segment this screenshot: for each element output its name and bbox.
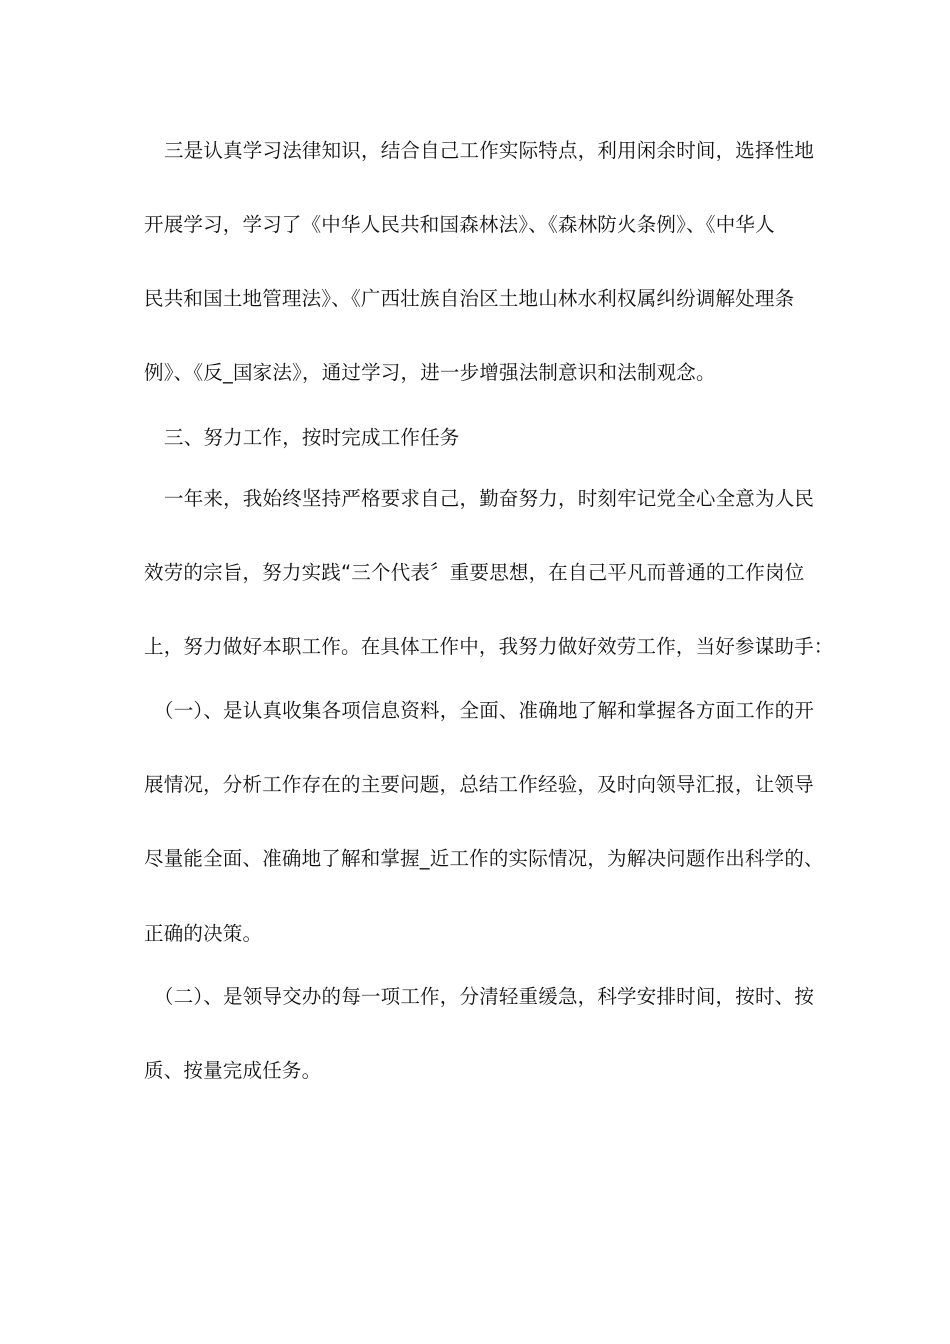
- item-2-line-1: （二）、是领导交办的每一项工作，分清轻重缓急，科学安排时间，按时、按: [154, 985, 815, 1008]
- paragraph-law-study-line-2: 开展学习，学习了《中华人民共和国森林法》、《森林防火条例》、《中华人: [144, 213, 775, 236]
- paragraph-year-summary-line-1: 一年来，我始终坚持严格要求自己，勤奋努力，时刻牢记党全心全意为人民: [164, 487, 815, 510]
- paragraph-year-summary-line-3: 上，努力做好本职工作。在具体工作中，我努力做好效劳工作，当好参谋助手：: [144, 635, 834, 658]
- paragraph-year-summary-line-2: 效劳的宗旨，努力实践“三个代表〞重要思想，在自己平凡而普通的工作岗位: [144, 561, 805, 584]
- paragraph-law-study-line-4: 例》、《反_国家法》，通过学习，进一步增强法制意识和法制观念。: [144, 361, 716, 384]
- paragraph-law-study-line-1: 三是认真学习法律知识，结合自己工作实际特点，利用闲余时间，选择性地: [164, 139, 815, 162]
- item-1-line-3: 尽量能全面、准确地了解和掌握_近工作的实际情况，为解决问题作出科学的、: [144, 847, 824, 870]
- item-1-line-1: （一）、是认真收集各项信息资料，全面、准确地了解和掌握各方面工作的开: [154, 699, 815, 722]
- item-1-line-2: 展情况，分析工作存在的主要问题，总结工作经验，及时向领导汇报，让领导: [144, 773, 814, 796]
- paragraph-law-study-line-3: 民共和国土地管理法》、《广西壮族自治区土地山林水利权属纠纷调解处理条: [144, 287, 795, 310]
- item-2-line-2: 质、按量完成任务。: [144, 1059, 322, 1082]
- section-heading-3: 三、努力工作，按时完成工作任务: [164, 426, 460, 449]
- item-1-line-4: 正确的决策。: [144, 922, 263, 945]
